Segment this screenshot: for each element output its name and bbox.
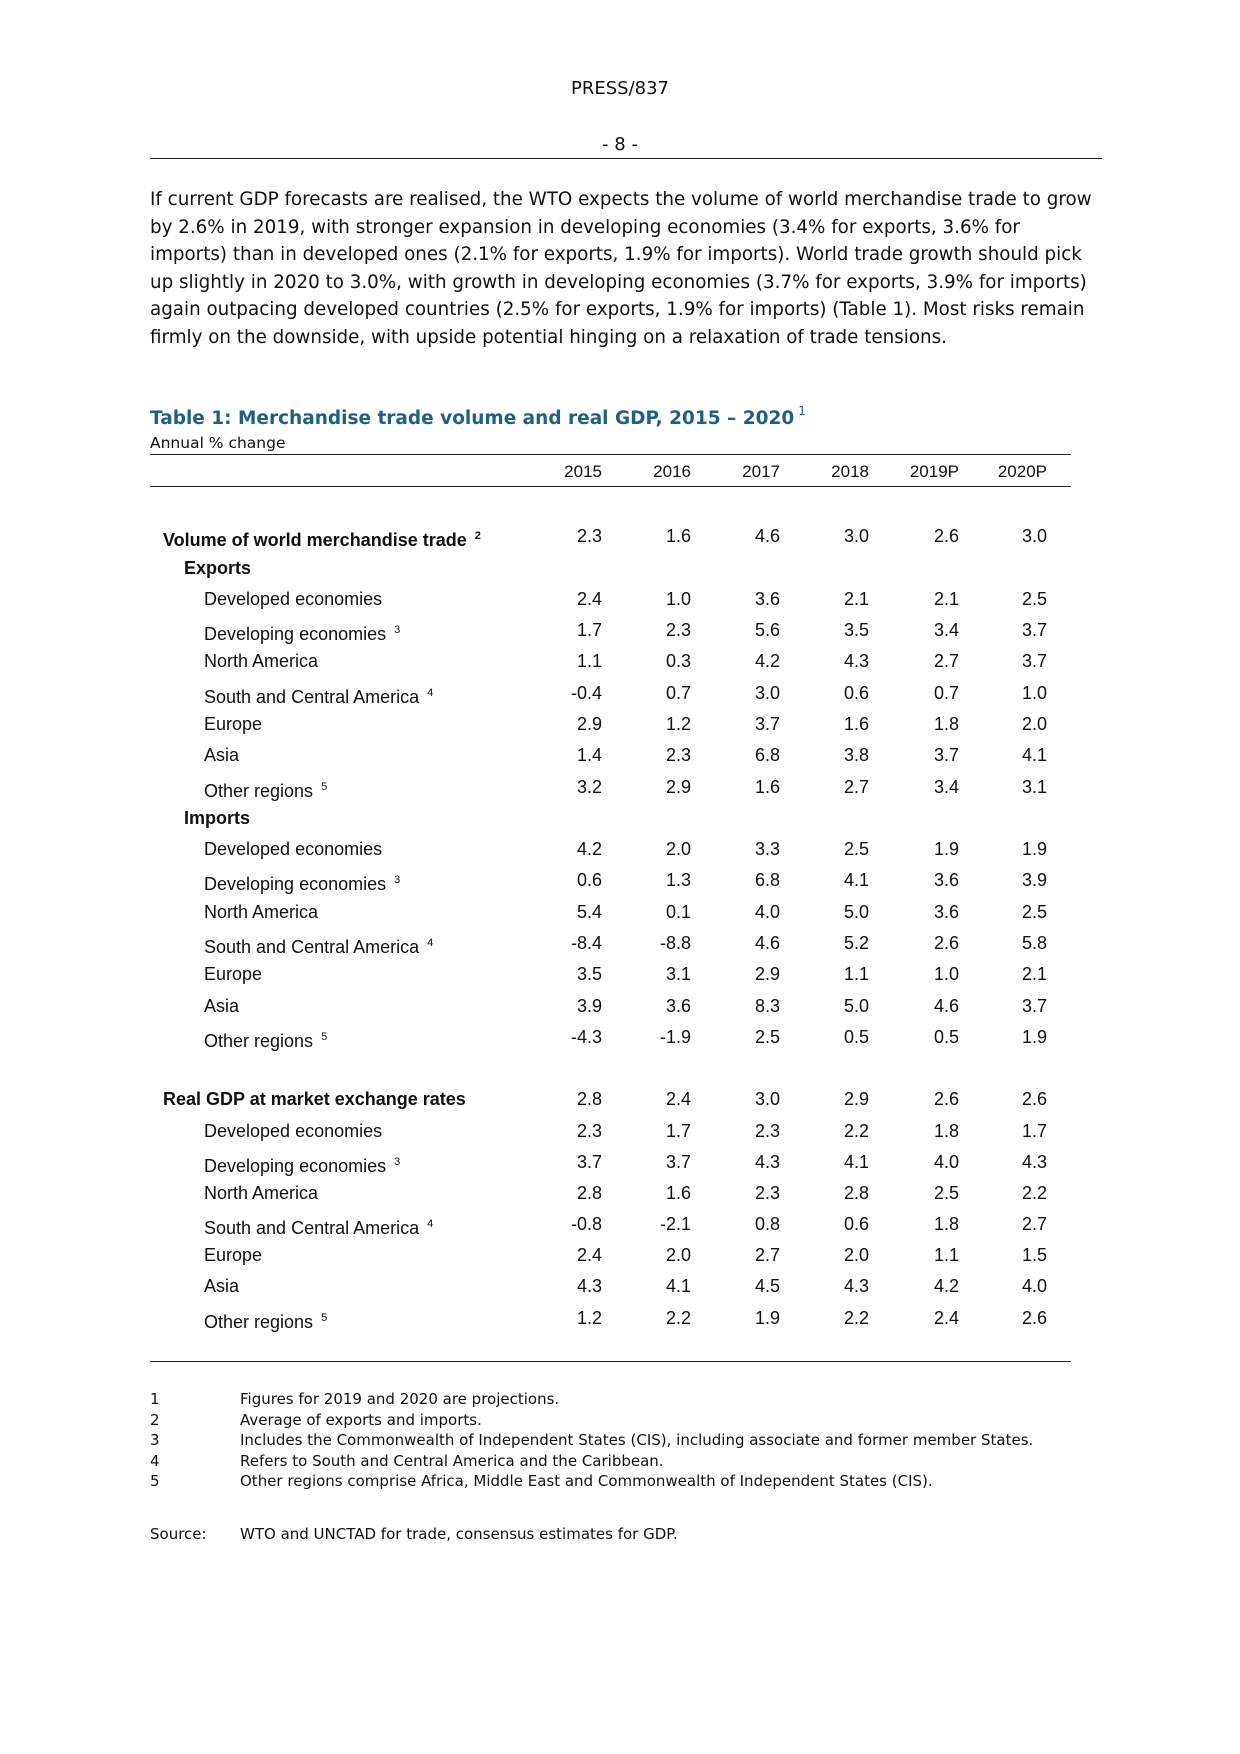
row-label — [204, 993, 239, 1019]
row-label-text: North America — [204, 651, 319, 671]
table-group-row — [150, 805, 1071, 831]
table-cell: 2.3 — [754, 1121, 780, 1141]
table-cell: 2.2 — [665, 1308, 691, 1328]
table-cell: 4.0 — [933, 1152, 959, 1172]
table-cell: 2.9 — [665, 777, 691, 797]
table-cell: -8.8 — [659, 933, 691, 953]
footnote-ref: 5 — [321, 1031, 328, 1043]
row-label — [204, 1273, 239, 1299]
table-cell: 3.9 — [1021, 870, 1047, 890]
row-label — [204, 1242, 262, 1268]
table-cell: 2.1 — [1021, 964, 1047, 984]
footnote — [150, 1389, 1095, 1410]
footnote — [150, 1430, 1095, 1451]
intro-paragraph: If current GDP forecasts are realised, the WTO expects the volume of world merchandise trade to grow by 2.6% in 2019, with stronger expansion in developing economies (3.4% for exports, 3.6% for imports) than in developed ones (2.1% for exports, 1.9% for imports). World trade growth should pick up slightly in 2020 to 3.0%, with growth in developing economies (3.7% for exports, 3.9% for imports) again outpacing developed countries (2.5% for exports, 1.9% for imports) (Table 1). Most risks remain firmly on the downside, with upside potential hinging on a relaxation of trade tensions. — [150, 189, 1092, 348]
column-header: 2017 — [742, 462, 780, 481]
table-cell: -0.4 — [570, 683, 602, 703]
table-cell: 3.4 — [933, 620, 959, 640]
table-cell: 4.2 — [754, 651, 780, 671]
row-label — [204, 1149, 400, 1179]
table-cell: 0.6 — [843, 683, 869, 703]
table-cell: -2.1 — [659, 1214, 691, 1234]
table-cell: 1.6 — [754, 777, 780, 797]
table-cell: 4.1 — [665, 1276, 691, 1296]
row-label-text: Volume of world merchandise trade — [163, 530, 467, 550]
table-row — [150, 680, 1071, 706]
column-header: 2019P — [909, 462, 959, 481]
table-cell: 2.4 — [576, 589, 602, 609]
table-cell: 1.9 — [933, 839, 959, 859]
trade-table — [150, 0, 1071, 1400]
table-cell: 2.2 — [843, 1121, 869, 1141]
table-cell: 6.8 — [754, 870, 780, 890]
table-cell: 3.0 — [754, 683, 780, 703]
table-cell: 1.0 — [933, 964, 959, 984]
table-cell: 2.7 — [933, 651, 959, 671]
table-cell: 4.3 — [843, 1276, 869, 1296]
table-cell: 2.1 — [933, 589, 959, 609]
table-row — [150, 930, 1071, 956]
row-label-text: Europe — [204, 714, 263, 734]
row-label — [204, 1305, 327, 1335]
row-label-text: Asia — [204, 996, 240, 1016]
document-reference: PRESS/837 — [570, 78, 669, 99]
table-cell: 2.1 — [843, 589, 869, 609]
table-cell: 3.7 — [1021, 620, 1047, 640]
table-cell: 1.3 — [665, 870, 691, 890]
table-cell: 4.5 — [754, 1276, 780, 1296]
row-label-text: South and Central America — [204, 937, 420, 957]
table-cell: 0.1 — [665, 902, 691, 922]
table-cell: -8.4 — [570, 933, 602, 953]
row-label-text: Asia — [204, 745, 240, 765]
table-row — [150, 586, 1071, 612]
table-row — [150, 1118, 1071, 1144]
table-row — [150, 617, 1071, 643]
table-section-row — [150, 1086, 1071, 1112]
table-row — [150, 1211, 1071, 1237]
table-cell: 3.3 — [754, 839, 780, 859]
table-cell: 5.0 — [843, 996, 869, 1016]
table-cell: 2.8 — [576, 1183, 602, 1203]
footnote-text: Average of exports and imports. — [240, 1410, 482, 1429]
footnote-number: 4 — [150, 1451, 160, 1470]
table-cell: 3.0 — [1021, 526, 1047, 546]
table-cell: 2.0 — [1021, 714, 1047, 734]
row-label-text: North America — [204, 902, 319, 922]
table-cell: 4.3 — [1021, 1152, 1047, 1172]
table-cell: 1.0 — [1021, 683, 1047, 703]
footnotes — [150, 1389, 1095, 1492]
row-label — [204, 680, 433, 710]
table-row — [150, 1180, 1071, 1206]
table-cell: 5.0 — [843, 902, 869, 922]
table-cell: 2.5 — [933, 1183, 959, 1203]
footnote-text: Other regions comprise Africa, Middle East and Commonwealth of Independent States (CIS). — [240, 1472, 933, 1490]
footnote-ref: 4 — [427, 687, 434, 699]
table-cell: -1.9 — [659, 1027, 691, 1047]
row-label-text: North America — [204, 1183, 319, 1203]
table-cell: 2.5 — [843, 839, 869, 859]
table-cell: 8.3 — [754, 996, 780, 1016]
table-row — [150, 648, 1071, 674]
table-cell: 3.9 — [576, 996, 602, 1016]
table-cell: 1.9 — [1021, 839, 1047, 859]
table-cell: 4.3 — [754, 1152, 780, 1172]
row-label — [204, 586, 382, 612]
table-row — [150, 774, 1071, 800]
footnote-ref: 2 — [474, 530, 481, 542]
column-header: 2018 — [831, 462, 869, 481]
table-cell: 2.3 — [665, 745, 691, 765]
table-cell: 1.1 — [843, 964, 869, 984]
footnote-ref: 4 — [427, 1218, 434, 1230]
row-label-text: Exports — [184, 558, 252, 578]
table-cell: 3.6 — [754, 589, 780, 609]
table-cell: 2.6 — [1021, 1308, 1047, 1328]
table-cell: 4.6 — [933, 996, 959, 1016]
table-cell: 2.3 — [665, 620, 691, 640]
table-row — [150, 836, 1071, 862]
table-cell: 1.8 — [933, 1214, 959, 1234]
table-cell: 2.2 — [843, 1308, 869, 1328]
table-row — [150, 961, 1071, 987]
table-cell: 2.5 — [754, 1027, 780, 1047]
table-cell: -0.8 — [570, 1214, 602, 1234]
row-label-text: Other regions — [204, 1031, 314, 1051]
table-cell: 2.9 — [754, 964, 780, 984]
table-subtitle: Annual % change — [150, 434, 286, 452]
table-cell: 1.7 — [1021, 1121, 1047, 1141]
table-cell: 2.6 — [1021, 1089, 1047, 1109]
table-cell: 3.7 — [1021, 651, 1047, 671]
table-cell: 4.0 — [754, 902, 780, 922]
table-cell: 3.7 — [665, 1152, 691, 1172]
table-cell: 2.7 — [843, 777, 869, 797]
footnote-ref: 4 — [427, 937, 434, 949]
row-label-text: Europe — [204, 1245, 263, 1265]
row-label-text: Developed economies — [204, 839, 383, 859]
footnote-number: 3 — [150, 1431, 160, 1449]
table-cell: 4.1 — [843, 870, 869, 890]
table-cell: 2.4 — [933, 1308, 959, 1328]
row-label-text: Developing economies — [204, 874, 387, 894]
footnote-text: Includes the Commonwealth of Independent States (CIS), including associate and former member States. — [240, 1431, 1034, 1449]
footnote-number: 1 — [150, 1390, 160, 1408]
row-label — [163, 523, 481, 553]
row-label — [204, 617, 400, 647]
table-cell: 2.3 — [576, 526, 602, 546]
table-cell: 4.2 — [933, 1276, 959, 1296]
row-label — [204, 1024, 327, 1054]
row-label — [204, 899, 318, 925]
table-cell: 3.0 — [754, 1089, 780, 1109]
table-cell: 1.2 — [665, 714, 691, 734]
table-cell: 4.3 — [843, 651, 869, 671]
table-cell: 2.8 — [843, 1183, 869, 1203]
row-label-text: South and Central America — [204, 687, 420, 707]
table-row — [150, 711, 1071, 737]
table-cell: 2.4 — [576, 1245, 602, 1265]
footnote-ref: 3 — [394, 874, 401, 886]
table-row — [150, 1242, 1071, 1268]
table-cell: 2.6 — [933, 526, 959, 546]
table-cell: 1.9 — [754, 1308, 780, 1328]
row-label — [204, 836, 382, 862]
table-cell: 5.6 — [754, 620, 780, 640]
table-cell: -4.3 — [570, 1027, 602, 1047]
table-cell: 1.4 — [576, 745, 602, 765]
table-cell: 3.7 — [933, 745, 959, 765]
footnote-text: Figures for 2019 and 2020 are projections. — [240, 1390, 560, 1408]
table-cell: 1.8 — [933, 714, 959, 734]
table-cell: 4.6 — [754, 933, 780, 953]
footnote-number: 2 — [150, 1410, 160, 1429]
table-cell: 0.6 — [576, 870, 602, 890]
table-cell: 0.6 — [843, 1214, 869, 1234]
footnote-text: Refers to South and Central America and the Caribbean. — [240, 1451, 664, 1470]
table-row — [150, 1273, 1071, 1299]
table-cell: 2.5 — [1021, 902, 1047, 922]
table-cell: 3.7 — [754, 714, 780, 734]
table-cell: 2.2 — [1021, 1183, 1047, 1203]
table-cell: 2.5 — [1021, 589, 1047, 609]
table-title-footnote-ref: 1 — [798, 404, 806, 418]
source-text: WTO and UNCTAD for trade, consensus estimates for GDP. — [240, 1525, 678, 1543]
table-cell: 3.1 — [665, 964, 691, 984]
row-label — [204, 1118, 382, 1144]
table-cell: 3.2 — [576, 777, 602, 797]
table-cell: 0.7 — [933, 683, 959, 703]
table-row — [150, 867, 1071, 893]
row-label — [204, 930, 433, 960]
row-label-text: Europe — [204, 964, 263, 984]
table-cell: 2.0 — [665, 1245, 691, 1265]
table-title-text: Table 1: Merchandise trade volume and real GDP, 2015 – 2020 — [150, 408, 795, 429]
table-cell: 4.0 — [1021, 1276, 1047, 1296]
row-label-text: Other regions — [204, 781, 314, 801]
row-label — [204, 711, 262, 737]
column-header: 2016 — [653, 462, 691, 481]
table-cell: 5.8 — [1021, 933, 1047, 953]
table-cell: 2.8 — [576, 1089, 602, 1109]
row-label-text: Developed economies — [204, 1121, 383, 1141]
row-label — [204, 648, 318, 674]
row-label-text: Imports — [184, 808, 251, 828]
footnote — [150, 1471, 1095, 1492]
table-cell: 2.3 — [754, 1183, 780, 1203]
table-cell: 3.4 — [933, 777, 959, 797]
table-cell: 3.5 — [843, 620, 869, 640]
row-label-text: Other regions — [204, 1312, 314, 1332]
table-header-row — [150, 459, 1071, 485]
table-cell: 3.1 — [1021, 777, 1047, 797]
footnote-ref: 3 — [394, 1156, 401, 1168]
table-cell: 3.7 — [576, 1152, 602, 1172]
table-cell: 3.8 — [843, 745, 869, 765]
table-cell: 1.7 — [576, 620, 602, 640]
table-cell: 2.0 — [665, 839, 691, 859]
table-row — [150, 899, 1071, 925]
table-group-row — [150, 555, 1071, 581]
row-label-text: Developed economies — [204, 589, 383, 609]
table-cell: 1.6 — [665, 1183, 691, 1203]
table-cell: 2.7 — [754, 1245, 780, 1265]
table-cell: 1.6 — [843, 714, 869, 734]
table-cell: 5.4 — [576, 902, 602, 922]
row-label — [204, 742, 239, 768]
table-cell: 4.3 — [576, 1276, 602, 1296]
table-cell: 1.5 — [1021, 1245, 1047, 1265]
table-cell: 1.7 — [665, 1121, 691, 1141]
row-label — [163, 1086, 466, 1112]
table-cell: 2.9 — [843, 1089, 869, 1109]
row-label-text: Developing economies — [204, 1156, 387, 1176]
table-cell: 0.3 — [665, 651, 691, 671]
table-cell: 2.3 — [576, 1121, 602, 1141]
footnote-ref: 5 — [321, 1312, 328, 1324]
page-number: - 8 - — [602, 134, 638, 155]
table-cell: 1.2 — [576, 1308, 602, 1328]
table-cell: 1.0 — [665, 589, 691, 609]
table-cell: 0.8 — [754, 1214, 780, 1234]
source-label: Source: — [150, 1525, 207, 1543]
table-cell: 2.0 — [843, 1245, 869, 1265]
footnote-ref: 3 — [394, 624, 401, 636]
table-row — [150, 1149, 1071, 1175]
table-cell: 4.2 — [576, 839, 602, 859]
table-row — [150, 993, 1071, 1019]
table-cell: 4.1 — [843, 1152, 869, 1172]
row-label — [204, 1180, 318, 1206]
column-header: 2020P — [997, 462, 1047, 481]
column-header: 2015 — [564, 462, 602, 481]
table-cell: 3.0 — [843, 526, 869, 546]
table-row — [150, 742, 1071, 768]
table-cell: 6.8 — [754, 745, 780, 765]
table-cell: 1.9 — [1021, 1027, 1047, 1047]
row-label-text: South and Central America — [204, 1218, 420, 1238]
row-label — [184, 805, 250, 831]
table-cell: 2.7 — [1021, 1214, 1047, 1234]
table-cell: 3.7 — [1021, 996, 1047, 1016]
footnote — [150, 1410, 1095, 1431]
table-cell: 4.6 — [754, 526, 780, 546]
table-cell: 3.6 — [665, 996, 691, 1016]
row-label — [204, 1211, 433, 1241]
row-label — [204, 774, 327, 804]
table-cell: 1.6 — [665, 526, 691, 546]
table-cell: 3.6 — [933, 870, 959, 890]
row-label — [184, 555, 251, 581]
table-cell: 0.5 — [843, 1027, 869, 1047]
table-section-row — [150, 523, 1071, 549]
footnote — [150, 1451, 1095, 1472]
table-cell: 4.1 — [1021, 745, 1047, 765]
row-label-text: Developing economies — [204, 624, 387, 644]
table-cell: 0.7 — [665, 683, 691, 703]
row-label — [204, 961, 262, 987]
table-cell: 5.2 — [843, 933, 869, 953]
table-row — [150, 1024, 1071, 1050]
table-cell: 1.1 — [576, 651, 602, 671]
table-cell: 2.6 — [933, 1089, 959, 1109]
table-cell: 2.4 — [665, 1089, 691, 1109]
table-cell: 3.5 — [576, 964, 602, 984]
row-label-text: Asia — [204, 1276, 240, 1296]
row-label — [204, 867, 400, 897]
table-cell: 2.9 — [576, 714, 602, 734]
table-cell: 1.8 — [933, 1121, 959, 1141]
footnote-ref: 5 — [321, 781, 328, 793]
table-cell: 0.5 — [933, 1027, 959, 1047]
table-cell: 2.6 — [933, 933, 959, 953]
table-cell: 1.1 — [933, 1245, 959, 1265]
footnote-number: 5 — [150, 1472, 160, 1490]
row-label-text: Real GDP at market exchange rates — [163, 1089, 466, 1109]
table-cell: 3.6 — [933, 902, 959, 922]
table-row — [150, 1305, 1071, 1331]
